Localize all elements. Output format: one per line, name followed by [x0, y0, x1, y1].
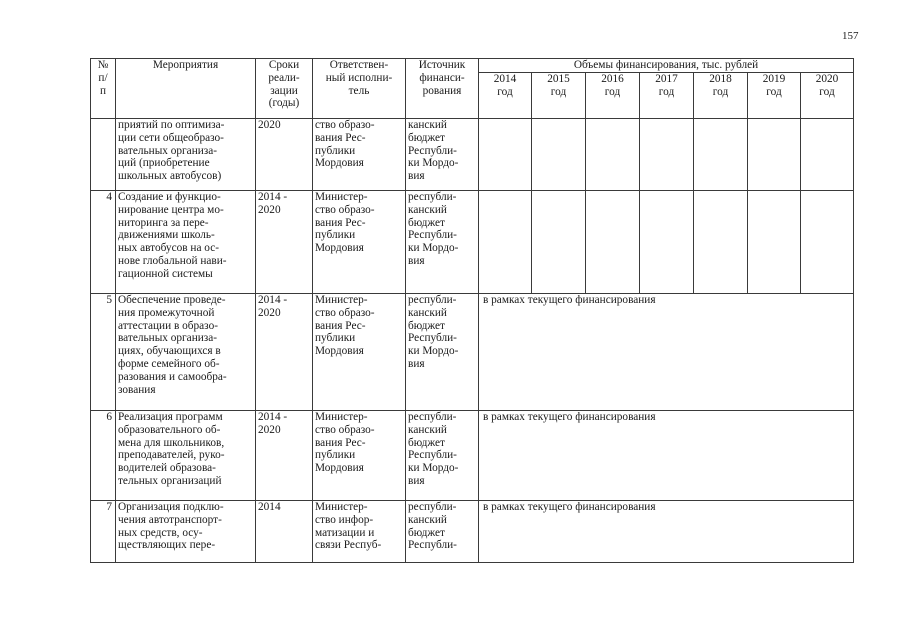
header-year-2018: 2018 год: [694, 73, 748, 119]
row-year-cell: [532, 191, 586, 294]
row-year-cell: [801, 119, 854, 191]
row-measure: Организация подклю- чения автотранспорт- ных средств, осу- ществляющих пере-: [116, 501, 256, 563]
page-number: 157: [842, 30, 859, 42]
row-funding-note: в рамках текущего финансирования: [479, 501, 854, 563]
row-funding-note: в рамках текущего финансирования: [479, 294, 854, 411]
row-executor: ство образо- вания Рес- публики Мордовия: [313, 119, 406, 191]
row-term: 2014 - 2020: [256, 294, 313, 411]
row-measure: приятий по оптимиза- ции сети общеобразо- вательных организа- ций (приобретение школьных автобусов): [116, 119, 256, 191]
row-source: республи- канский бюджет Республи- ки Мордо- вия: [406, 191, 479, 294]
row-term: 2014 - 2020: [256, 411, 313, 501]
row-source: республи- канский бюджет Республи-: [406, 501, 479, 563]
row-executor: Министер- ство образо- вания Рес- публики Мордовия: [313, 191, 406, 294]
header-measures: Мероприятия: [116, 59, 256, 119]
row-year-cell: [694, 191, 748, 294]
row-source: республи- канский бюджет Республи- ки Мордо- вия: [406, 294, 479, 411]
header-year-2017: 2017 год: [640, 73, 694, 119]
header-executor: Ответствен- ный исполни- тель: [313, 59, 406, 119]
header-year-2015: 2015 год: [532, 73, 586, 119]
header-row-top: [91, 59, 854, 73]
row-source: республи- канский бюджет Республи- ки Мордо- вия: [406, 411, 479, 501]
row-measure: Создание и функцио- нирование центра мо- ниторинга за пере- движениями школь- ных автобусов на ос- нове глобальной нави- гационной системы: [116, 191, 256, 294]
row-year-cell: [586, 119, 640, 191]
table-row: [91, 191, 854, 294]
row-year-cell: [640, 119, 694, 191]
row-year-cell: [640, 191, 694, 294]
row-executor: Министер- ство образо- вания Рес- публики Мордовия: [313, 411, 406, 501]
row-year-cell: [479, 191, 532, 294]
header-funding: Объемы финансирования, тыс. рублей: [479, 59, 854, 73]
table-row: [91, 294, 854, 411]
row-term: 2020: [256, 119, 313, 191]
funding-table: [90, 58, 854, 563]
row-num: 4: [91, 191, 116, 294]
row-num: 7: [91, 501, 116, 563]
row-year-cell: [748, 119, 801, 191]
row-source: канский бюджет Республи- ки Мордо- вия: [406, 119, 479, 191]
row-term: 2014: [256, 501, 313, 563]
header-year-2020: 2020 год: [801, 73, 854, 119]
row-num: 6: [91, 411, 116, 501]
row-funding-note: в рамках текущего финансирования: [479, 411, 854, 501]
table-row: [91, 411, 854, 501]
row-num: [91, 119, 116, 191]
row-year-cell: [586, 191, 640, 294]
row-executor: Министер- ство инфор- матизации и связи Респуб-: [313, 501, 406, 563]
table-row: [91, 501, 854, 563]
row-year-cell: [694, 119, 748, 191]
header-source: Источник финанси- рования: [406, 59, 479, 119]
row-year-cell: [479, 119, 532, 191]
header-year-2019: 2019 год: [748, 73, 801, 119]
header-num: № п/ п: [91, 59, 116, 119]
header-year-2016: 2016 год: [586, 73, 640, 119]
row-measure: Обеспечение проведе- ния промежуточной аттестации в образо- вательных организа- циях, обучающихся в форме семейного об- разования и самообра- зования: [116, 294, 256, 411]
table-row: [91, 119, 854, 191]
row-year-cell: [748, 191, 801, 294]
header-terms: Сроки реали- зации (годы): [256, 59, 313, 119]
row-year-cell: [532, 119, 586, 191]
row-executor: Министер- ство образо- вания Рес- публики Мордовия: [313, 294, 406, 411]
row-num: 5: [91, 294, 116, 411]
row-term: 2014 - 2020: [256, 191, 313, 294]
row-measure: Реализация программ образовательного об- мена для школьников, преподавателей, руко- водителей образова- тельных организаций: [116, 411, 256, 501]
row-year-cell: [801, 191, 854, 294]
header-year-2014: 2014 год: [479, 73, 532, 119]
